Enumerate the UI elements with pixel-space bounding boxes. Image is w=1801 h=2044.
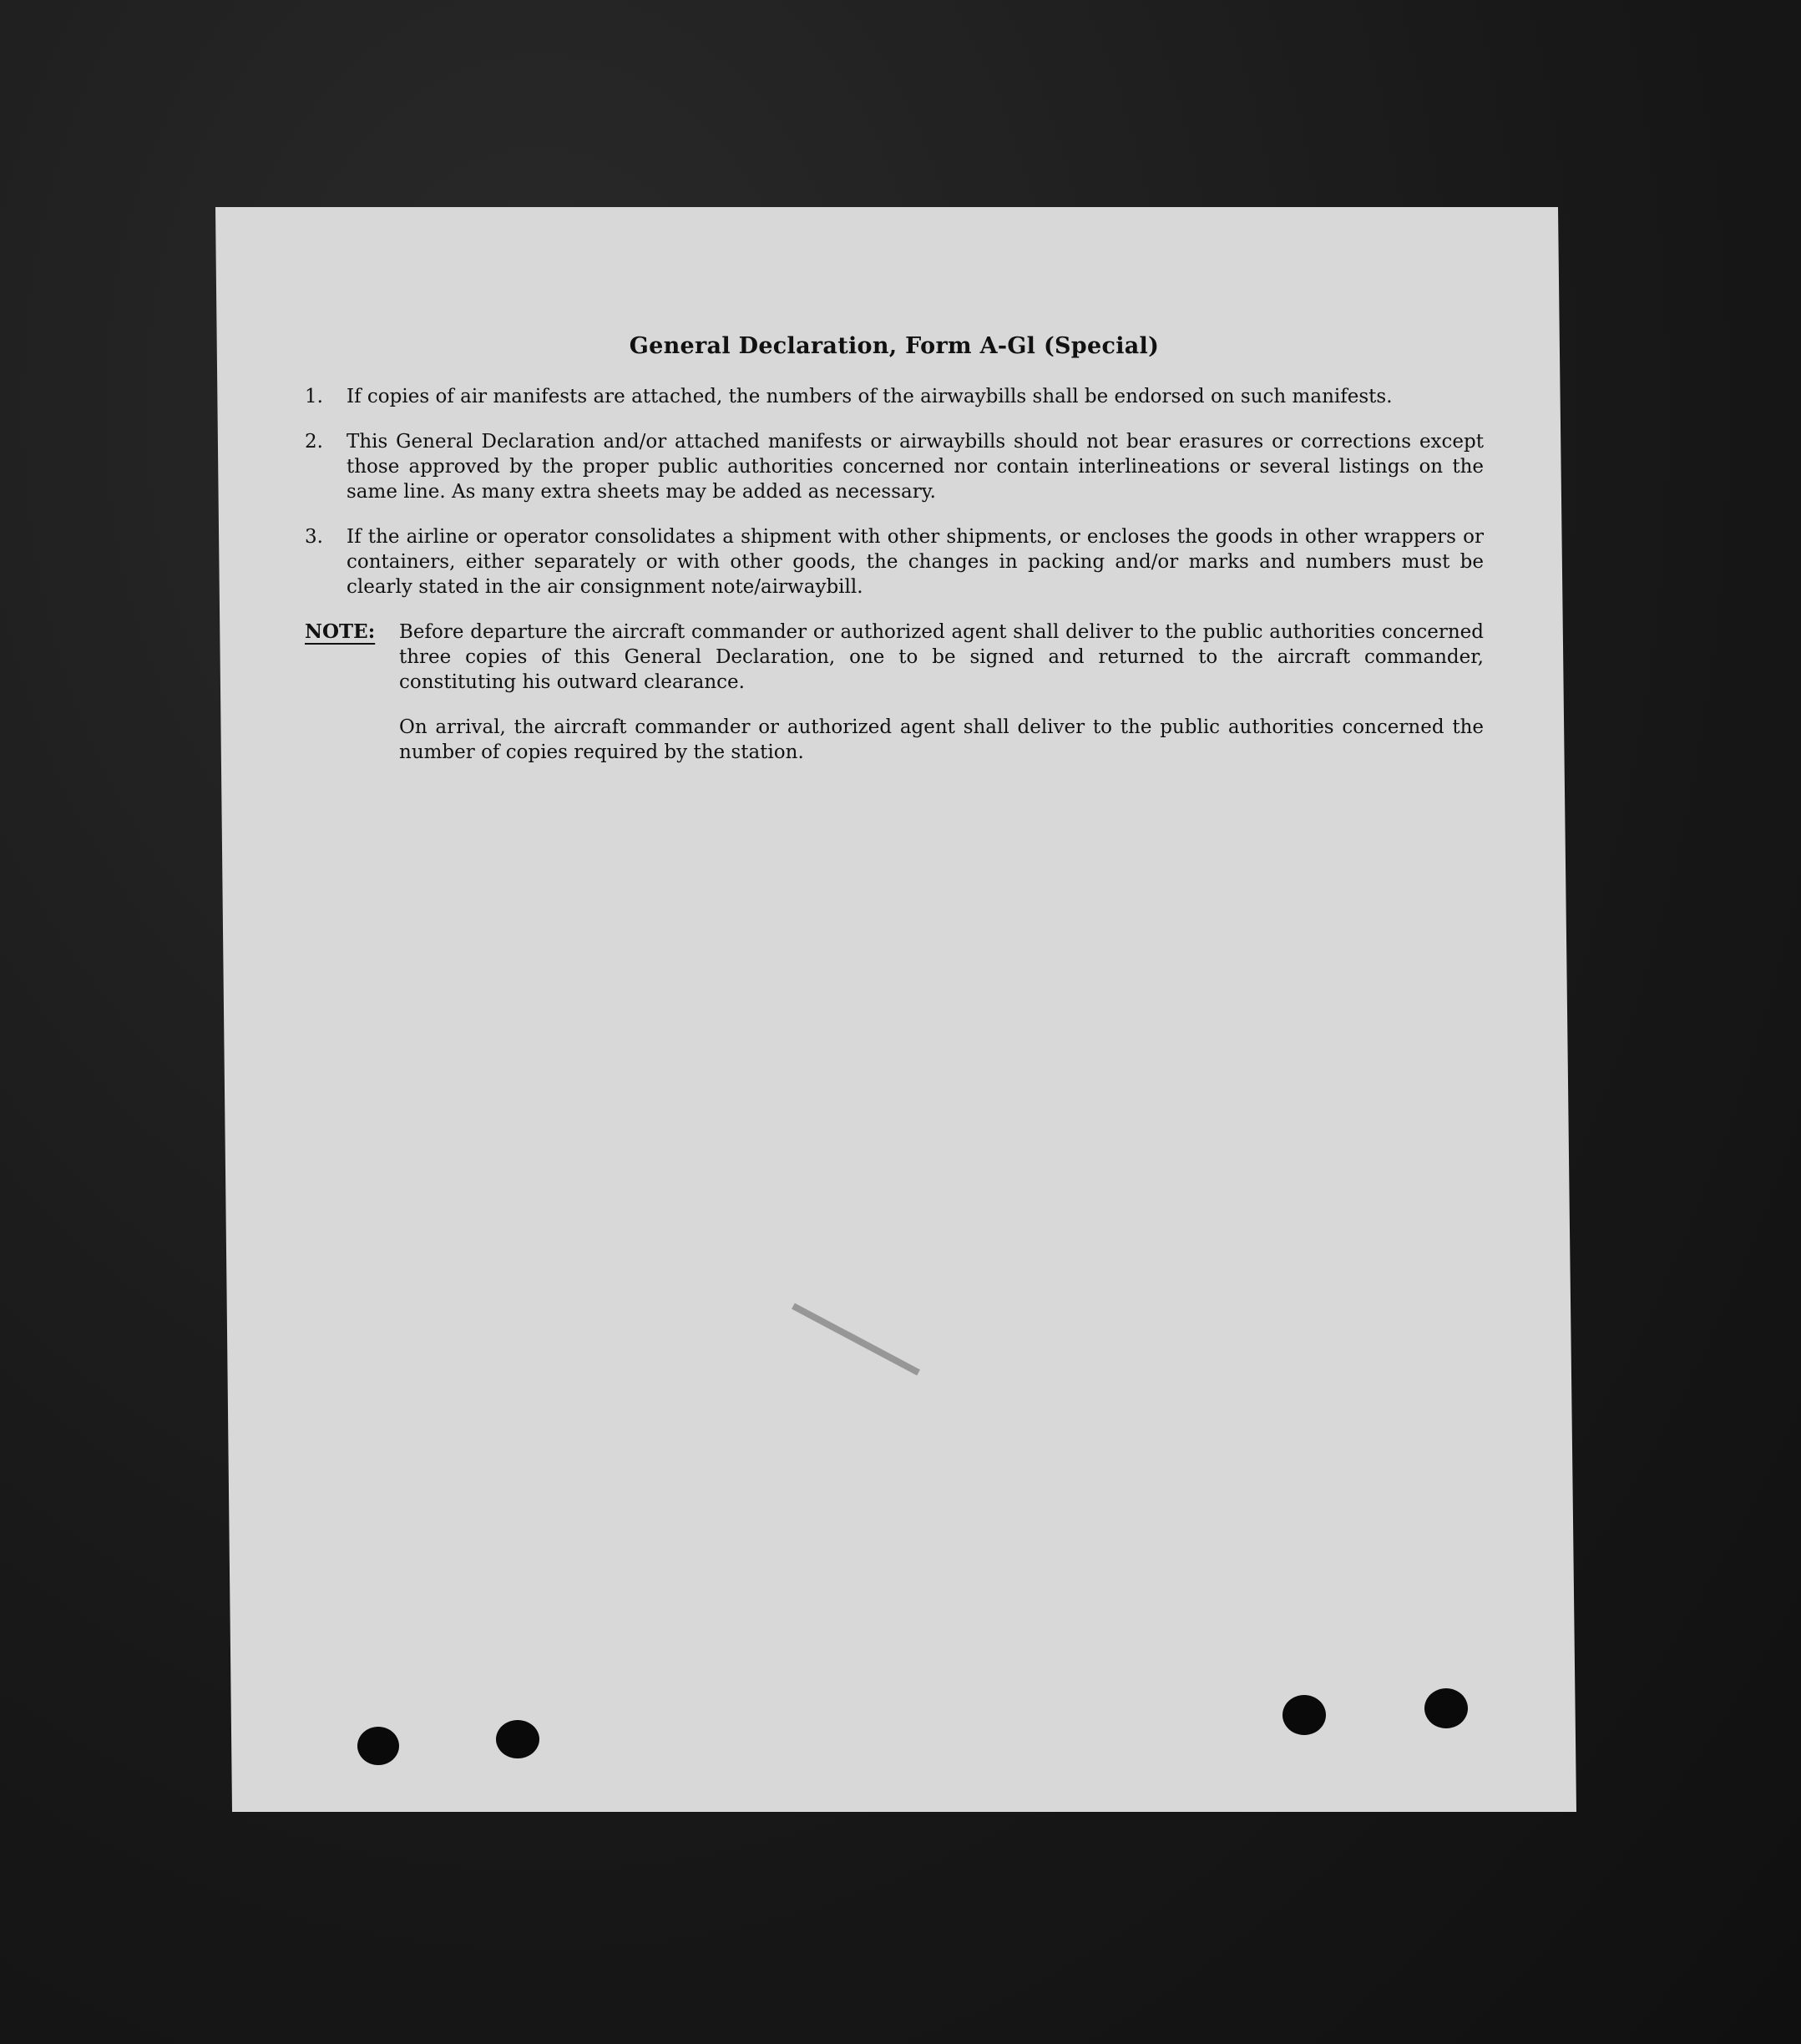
punch-hole-3: [1282, 1695, 1326, 1735]
item-text: If the airline or operator consolidates a shipment with other shipments, or encloses the goods in other wrappers or containers, either separately or with other goods, the changes in packing and/or marks and numbers must be clearly stated in the air consignment note/airwaybill.: [347, 526, 1484, 598]
list-item: [305, 384, 1484, 409]
item-number: 1.: [305, 386, 323, 407]
note-body: [399, 620, 1484, 785]
punch-hole-2: [496, 1720, 539, 1758]
document-title: General Declaration, Form A-Gl (Special): [629, 333, 1160, 359]
item-text: This General Declaration and/or attached manifests or airwaybills should not bear erasures or corrections except those approved by the proper public authorities concerned nor contain interlineations or several listings on the same line. As many extra sheets may be added as necessary.: [347, 431, 1484, 503]
note-paragraph-departure: Before departure the aircraft commander or authorized agent shall deliver to the public authorities concerned three copies of this General Declaration, one to be signed and returned to the aircraft commander, constituting his outward clearance.: [399, 621, 1484, 693]
note-paragraph-arrival: On arrival, the aircraft commander or authorized agent shall deliver to the public authorities concerned the number of copies required by the station.: [399, 716, 1484, 763]
note-label: NOTE:: [305, 620, 376, 643]
punch-hole-4: [1424, 1688, 1468, 1728]
punch-hole-1: [357, 1727, 399, 1765]
list-item: [305, 429, 1484, 504]
document-body: [305, 334, 1484, 785]
note-section: [305, 620, 1484, 785]
item-number: 2.: [305, 431, 323, 453]
list-item: [305, 524, 1484, 600]
item-number: 3.: [305, 526, 323, 548]
item-text: If copies of air manifests are attached, the numbers of the airwaybills shall be endorsed on such manifests.: [347, 386, 1393, 407]
